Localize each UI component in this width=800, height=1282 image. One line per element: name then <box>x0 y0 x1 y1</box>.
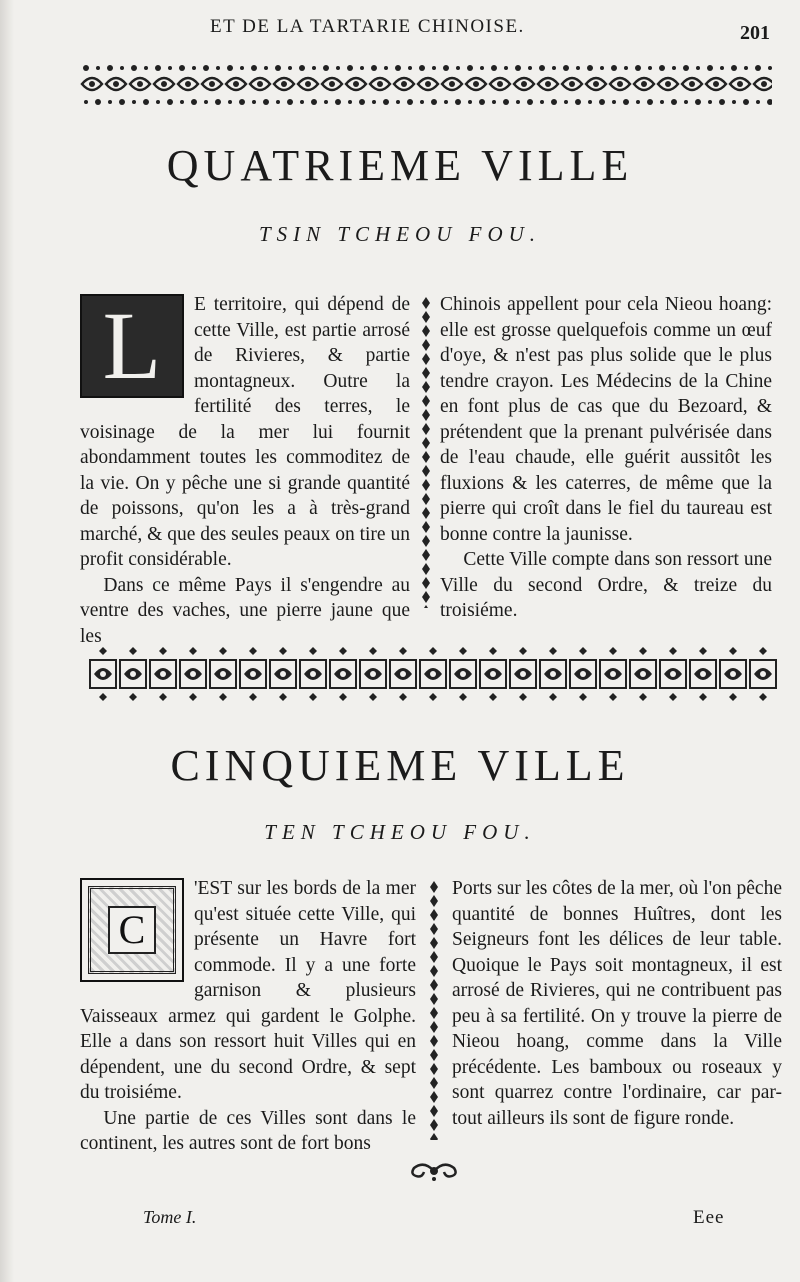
page-number: 201 <box>740 22 770 44</box>
section-1-right-column <box>440 292 772 624</box>
column-divider-2 <box>428 880 440 1140</box>
running-head <box>0 16 800 46</box>
tailpiece-ornament <box>408 1160 460 1182</box>
ornament-band-top-graphic <box>80 62 772 108</box>
section-1-left-column <box>80 292 410 649</box>
paragraph: E territoire, qui dépend de cette Ville, est partie arrosé de Rivieres, & partie montagneux. Outre la fertilité des terres, le voisinage de la mer lui fournit abondamment toutes les commoditez de la vie. On y pêche une si grande quantité de poissons, qu'on les a à très-grand marché, & que des seules peaux on tire un profit considérable. <box>80 294 410 570</box>
ornament-band-middle <box>88 646 778 702</box>
drop-cap-letter: C <box>108 906 156 954</box>
paragraph: Dans ce même Pays il s'engendre au ventre des vaches, une pierre jaune que les <box>80 574 410 647</box>
paragraph: Chinois appellent pour cela Nieou hoang: elle est grosse quelquefois comme un œuf d'oye, & n'est pas plus solide que le plus tendre crayon. Les Médecins de la Chine en font plus de cas que du Bezoard, & prétendent que la prenant pulvérisée dans de l'eau chaude, elle guérit aussitôt les fluxions & les caterres, de même que la pierre qui croît dans le fiel du taureau est bonne contre la jaunisse. <box>440 294 772 545</box>
gathering-mark: Eee <box>693 1207 725 1228</box>
section-1-heading: QUATRIEME VILLE <box>166 141 634 190</box>
volume-signature: Tome I. <box>143 1207 197 1227</box>
page-gutter <box>0 0 14 1282</box>
drop-cap-l <box>80 294 184 398</box>
section-2-subheading: TEN TCHEOU FOU. <box>264 820 536 844</box>
paragraph: Une partie de ces Villes sont dans le continent, les autres sont de fort bons <box>80 1107 416 1154</box>
ornament-band-middle-graphic <box>88 646 778 702</box>
section-2-left-column <box>80 876 416 1157</box>
section-2-heading: CINQUIEME VILLE <box>170 741 630 790</box>
column-divider-1 <box>420 296 432 608</box>
running-title: ET DE LA TARTARIE CHINOISE. <box>210 16 525 37</box>
drop-cap-letter: L <box>102 292 162 399</box>
section-1-subheading: TSIN TCHEOU FOU. <box>258 222 542 246</box>
paragraph: Ports sur les côtes de la mer, où l'on pêche quantité de bonnes Huîtres, dont les Seigneurs font les délices de leur table. Quoique le Pays soit montagneux, il est arrosé de Rivieres, qui ne contribuent pas peu à sa fertilité. On y trouve la pierre de Nieou hoang, comme dans la Ville précédente. Les bamboux ou roseaux y sont quarrez contre l'ordinaire, car par-tout ailleurs ils sont de figure ronde. <box>452 878 782 1129</box>
paragraph: 'EST sur les bords de la mer qu'est située cette Ville, qui présente un Havre fort commode. Il y a une forte garnison & plusieurs Vaisseaux armez qui gardent le Golphe. Elle a dans son ressort huit Villes qui en dépendent, une du second Ordre, & sept du troisiéme. <box>80 878 416 1103</box>
paragraph: Cette Ville compte dans son ressort une Ville du second Ordre, & treize du troisiéme. <box>440 549 772 621</box>
drop-cap-c <box>80 878 184 982</box>
ornament-band-top <box>80 62 772 108</box>
section-2-right-column <box>452 876 782 1131</box>
